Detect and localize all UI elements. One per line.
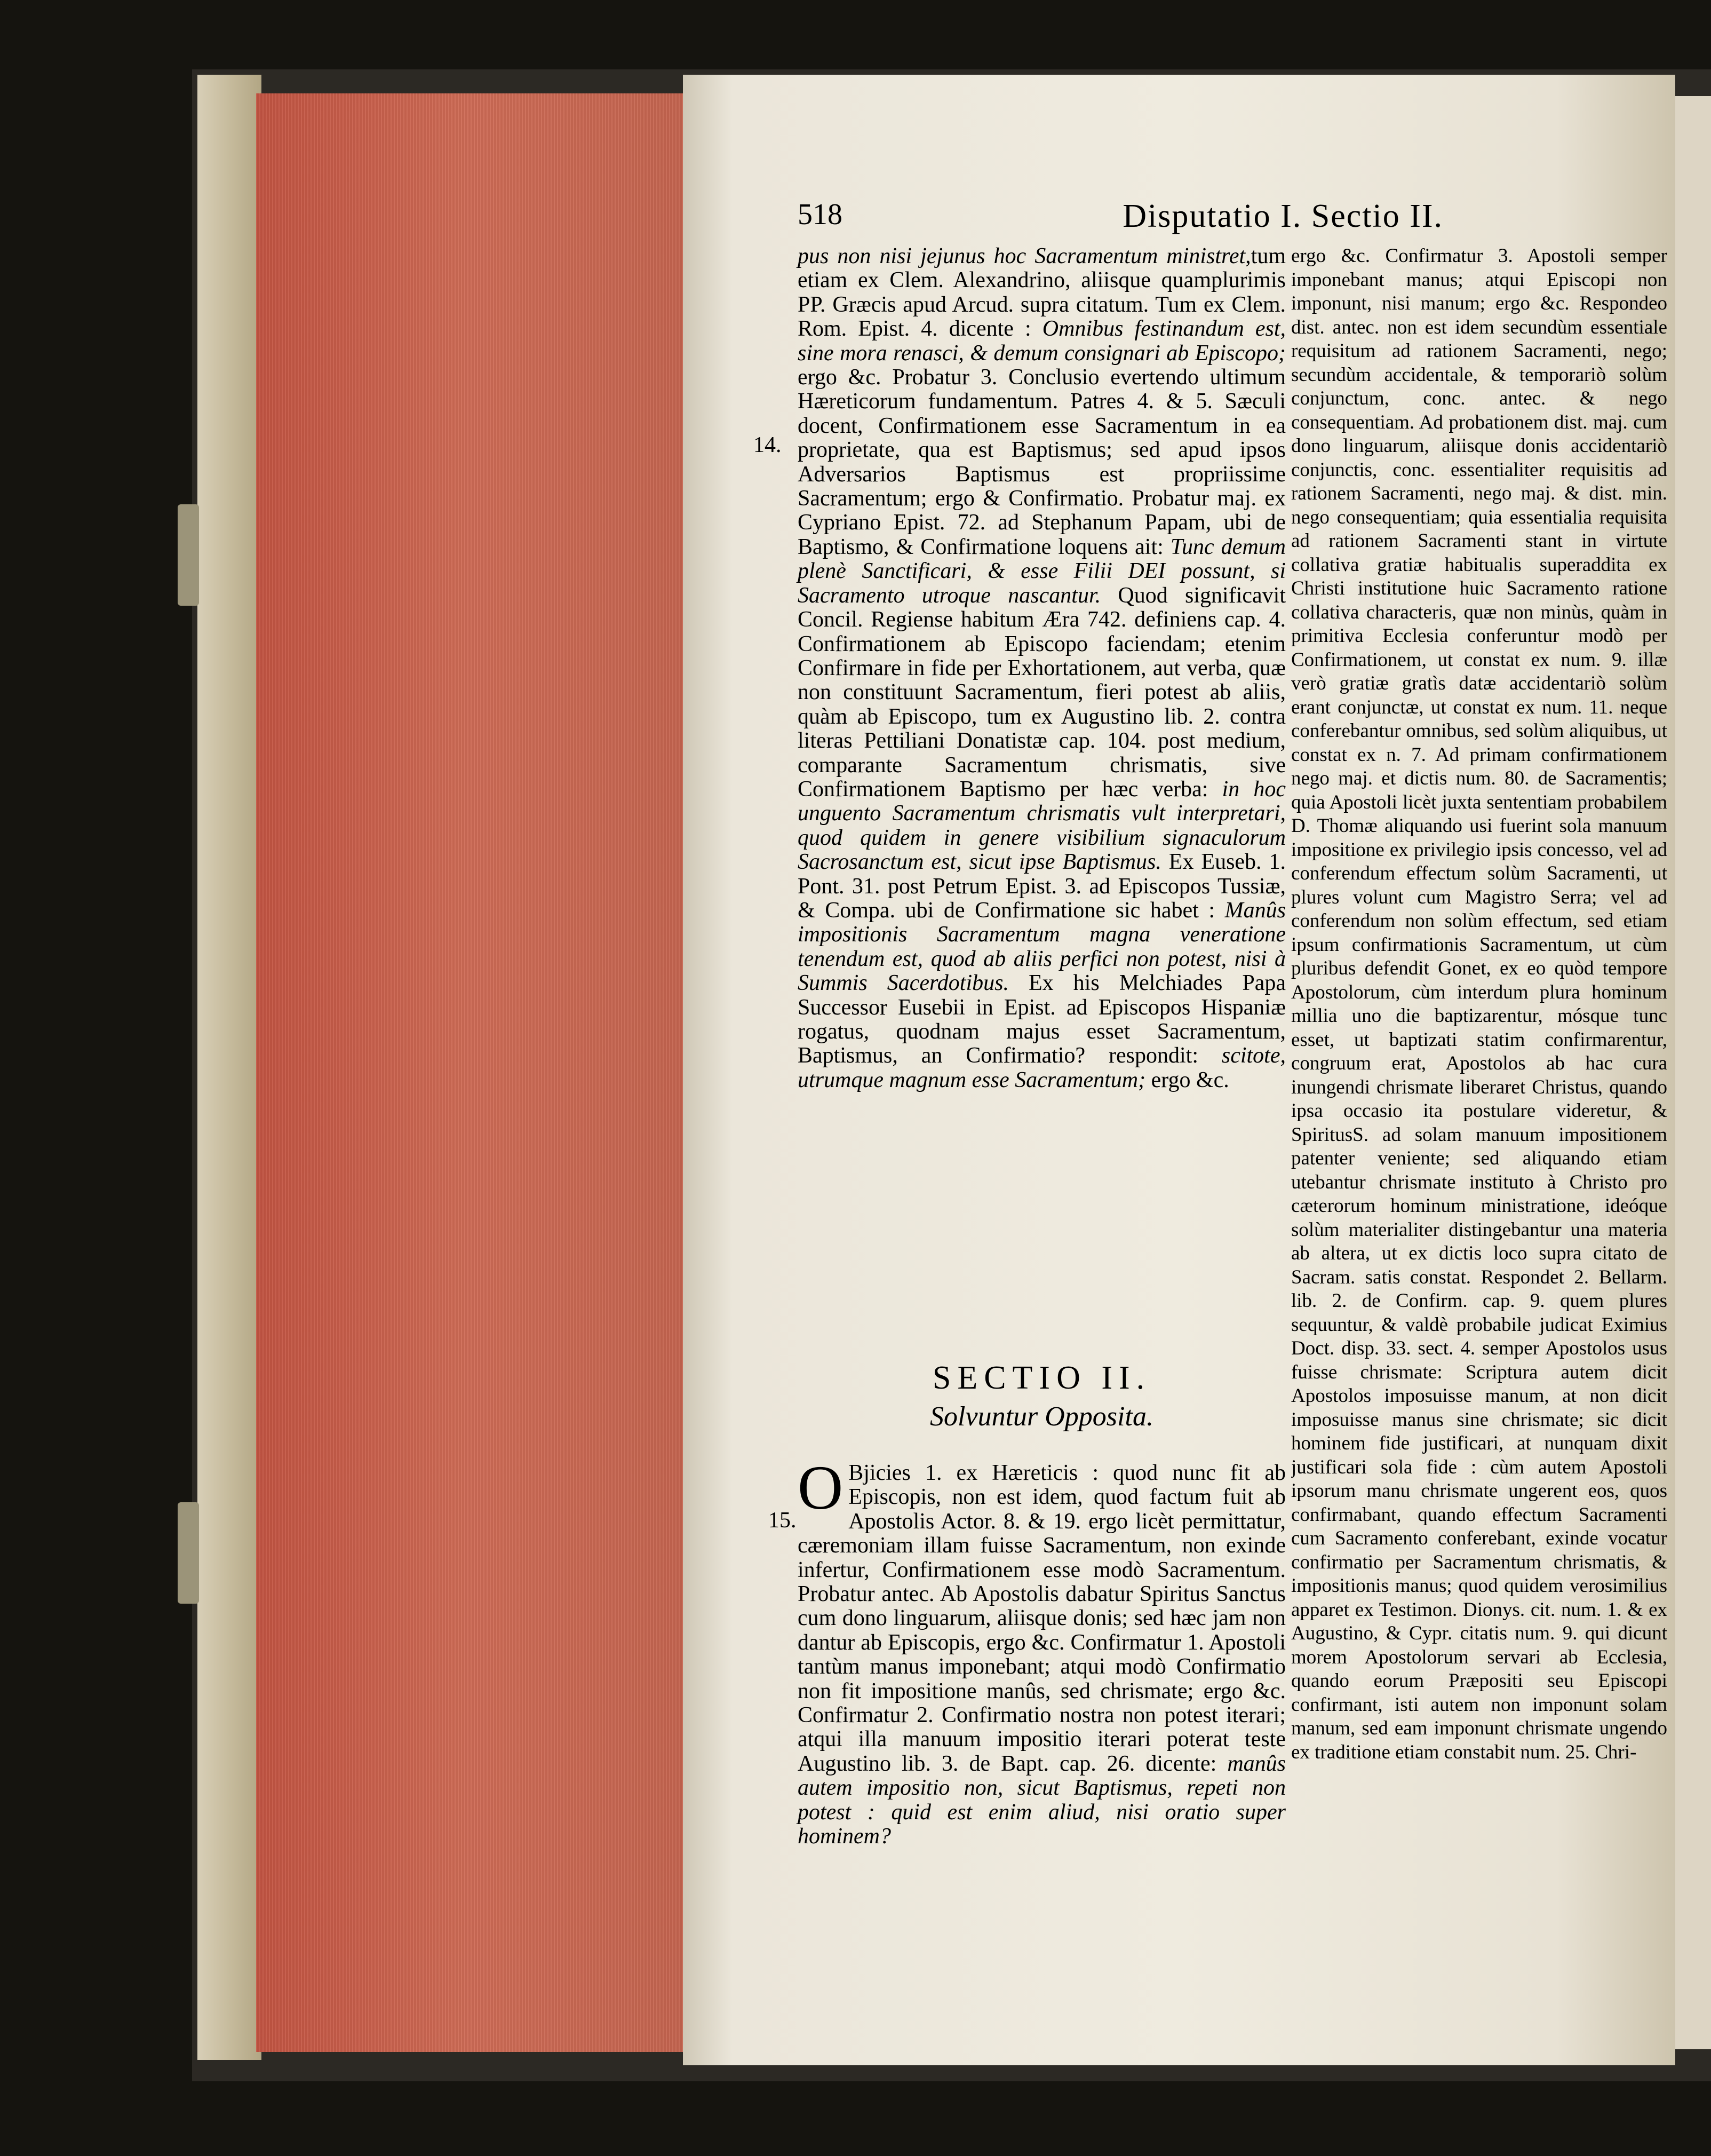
drop-cap: O [798,1453,843,1523]
left-column-top [798,244,1286,1092]
text-run: Respondet 2. Bellarm. lib. 2. de Confirm. cap. 9. quem plures sequuntur, & valdè probabile judicat Eximius Doct. disp. 33. sect. 4. semper Apostolos usus fuisse chrismate: Scriptura autem dicit Apostolos imposuisse manum, at non dicit imposuisse manus sine chrismate; sic dicit hominem fide justificari, at nunquam dixit justificari sola fide : cùm autem Apostoli ipsorum manu chrismate ungerent eos, quos confirmabant, quando effectum Sacramenti cum Sacramento conferebant, exinde vocatur confirmatio per Sacramentum chrismatis, & impositionis manus; quod quidem verosimilius apparet ex Testimon. Dionys. cit. num. 1. & ex Augustino, & Cypr. citatis num. 9. qui dicunt morem Apostolorum servari ab Ecclesia, quando eorum Præpositi seu Episcopi confirmant, isti autem non imponunt solam manum, sed eam imponunt chrismate ungendo ex traditione etiam constabit num. 25. Chri- [1291,1266,1667,1763]
text-run: manûs autem impositio non, sicut Baptismus, repeti non potest : quid est enim aliud, nisi oratio super hominem? [798,1751,1286,1849]
text-run: Tunc demum plenè Sanctificari, & esse Filii DEI possunt, si Sacramento utroque nascantur. [798,534,1286,608]
clasp-top [178,504,199,606]
text-run: pus non nisi jejunus hoc Sacramentum ministret, [798,244,1251,268]
text-run: Quod significavit Concil. Regiense habitum Æra 742. definiens cap. 4. Confirmationem ab Episcopo faciendam; etenim Confirmare in fide per Exhortationem, aut verba, quæ non constituunt Sacramentum, fieri potest ab aliis, quàm ab Episcopo, tum ex Augustino lib. 2. contra literas Pettiliani Donatistæ cap. 104. post medium, comparante Sacramentum chrismatis, sive Confirmationem Baptismo per hæc verba: [798,583,1286,802]
left-column-bottom [798,1453,1286,1849]
left-column-bottom-text [798,1453,1286,1849]
text-run: Bjicies 1. ex Hæreticis : quod nunc fit ab Episcopis, non est idem, quod factum fuit ab Apostolis Actor. 8. & 19. ergo licèt permittatur, cæremoniam illam fuisse Sacramentum, non exinde infertur, Confirmationem esse modò Sacramentum. Probatur antec. Ab Apostolis dabatur Spiritus Sanctus cum dono linguarum, aliisque donis; sed hæc jam non dantur ab Episcopis, ergo &c. Confirmatur 1. Apostoli tantùm manus imponebant; atqui modò Confirmatio non fit impositione manûs, sed chrismate; ergo &c. Confirmatur 2. Confirmatio nostra non potest iterari; atqui illa manuum impositio iterari poterat teste Augustino lib. 3. de Bapt. cap. 26. dicente: [798,1461,1286,1776]
right-column-text [1291,244,1667,1764]
section-title: SECTIO II. [932,1360,1151,1396]
text-run: ergo &c. [798,365,893,390]
running-head [798,197,1443,240]
clasp-bottom [178,1502,199,1604]
text-run: Ex his Melchiades Papa Successor Eusebii in Epist. ad Episcopos Hispaniæ rogatus, quodnam majus esset Sacramentum, Baptismus, an Confirmatio? respondit: [798,971,1286,1068]
left-column-top-text [798,244,1286,1092]
text-run: ergo &c. Confirmatur 3. Apostoli semper imponebant manus; atqui Episcopi non imponunt, nisi manum; ergo &c. [1291,245,1667,314]
section-subtitle: Solvuntur Opposita. [930,1401,1153,1432]
text-run: Probatur 3. Conclusio evertendo ultimum Hæreticorum fundamentum. Patres 4. & 5. Sæculi docent, Confirmationem esse Sacramentum in ea proprietate, qua est Baptismus; sed apud ipsos Adversarios Baptismus est propriissime Sacramentum; ergo & Confirmatio. Probatur maj. ex Cypriano Epist. 72. ad Stephanum Papam, ubi de Baptismo, & Confirmatione loquens ait: [798,365,1286,559]
next-page-edge [1675,96,1711,2049]
margin-number-15: 15. [768,1508,797,1533]
page-fore-edge [256,93,683,2052]
text-run: Manûs impositionis Sacramentum magna veneratione tenendum est, quod ab aliis perfici non potest, nisi à Summis Sacerdotibus. [798,898,1286,996]
running-title: Disputatio I. Sectio II. [1123,198,1443,234]
margin-number-14: 14. [753,433,782,457]
section-heading [798,1358,1286,1437]
text-run: scitote, utrumque magnum esse Sacramentum; [798,1043,1286,1092]
text-run: Ex Euseb. 1. Pont. 31. post Petrum Epist. 3. ad Episcopos Tussiæ, & Compa. ubi de Confirmatione sic habet : [798,850,1286,923]
left-column-bottom-runs [798,1453,1286,1849]
book-spine-edge [197,75,261,2060]
right-column [1291,244,1667,1941]
text-run: Omnibus festinandum est, sine mora renasci, & demum consignari ab Episcopo; [798,316,1286,366]
text-run: in hoc unguento Sacramentum chrismatis vult interpretari, quod quidem in genere visibilium signaculorum Sacrosanctum est, sicut ipse Baptismus. [798,776,1286,875]
text-run: tum etiam ex Clem. Alexandrino, aliisque quamplurimis PP. Græcis apud Arcud. supra citatum. Tum ex Clem. Rom. Epist. 4. dicente : [798,244,1286,342]
text-run: ergo &c. [1145,1067,1229,1092]
text-run: Respondeo dist. antec. non est idem secundùm essentiale requisitum ad rationem Sacramenti, nego; secundùm accidentale, & temporariò solùm conjunctum, conc. antec. & nego consequentiam. Ad probationem dist. maj. cum dono linguarum, aliisque donis accidentariò conjunctis, conc. essentialiter requisitis ad rationem Sacramenti, nego maj. & dist. min. nego consequentiam; quia essentialia requisita ad rationem Sacramenti stant in virtute collativa gratiæ habitualis superaddita ex Christi institutione huic Sacramento ratione collativa characteris, quæ non minùs, quàm in primitiva Ecclesia conferuntur modò per Confirmationem, ut constat ex num. 9. illæ verò gratiæ gratìs datæ accidentariò solùm erant conjunctæ, ut constat ex num. 11. neque conferebantur omnibus, sed solùm aliquibus, ut constat ex n. 7. Ad primam confirmationem nego maj. et dictis num. 80. de Sacramentis; quia Apostoli licèt juxta sententiam probabilem D. Thomæ aliquando usi fuerint sola manuum impositione ex privilegio ipsis concesso, vel ad conferendum effectum solùm Sacramenti, ut plures volunt cum Magistro Serra; vel ad conferendum non solùm effectum, sed etiam ipsum confirmationis Sacramentum, ut cùm pluribus defendit Gonet, ex eo quòd tempore Apostolorum, cùm interdum plura hominum millia uno die baptizarentur, mósque tunc esset, ut baptizati statim confirmarentur, congruum erat, Apostolos ab hac cura inungendi chrismate liberaret Christus, quando ipsa occasio ita postulare videretur, & SpiritusS. ad solam manuum impositionem patenter veniente; sed aliquando etiam utebantur chrismate instituto à Christo pro cæterorum hominum ministratione, ideóque solùm materialiter distingebantur una materia ab altera, ut ex dictis loco supra citato de Sacram. satis constat. [1291,292,1667,1288]
page-number: 518 [798,198,842,231]
